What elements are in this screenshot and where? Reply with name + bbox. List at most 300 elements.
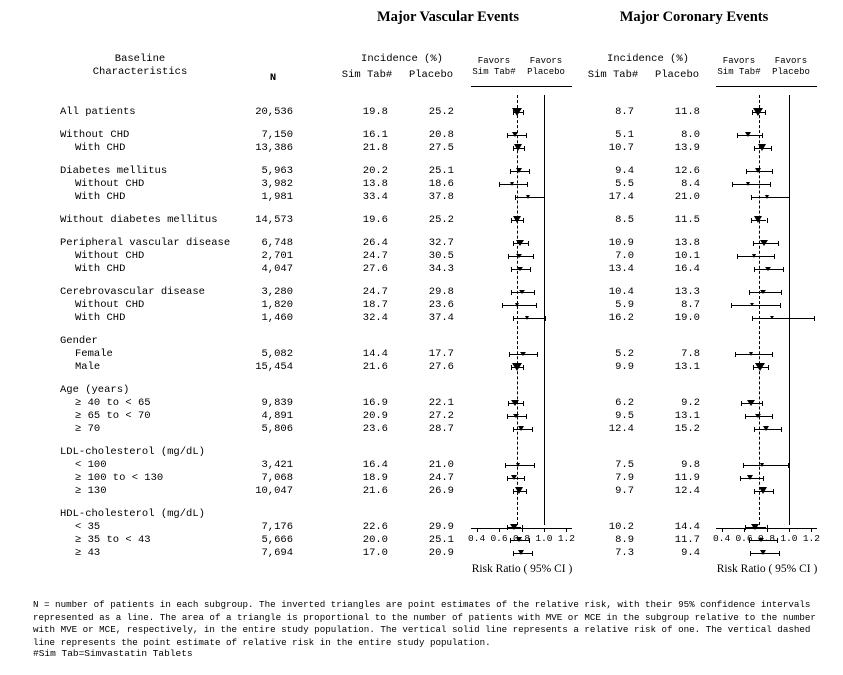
row-mce-sim-incidence: 8.9 <box>615 534 634 546</box>
row-mce-sim-incidence: 13.4 <box>608 263 634 275</box>
row-mve-sim-incidence: 20.2 <box>362 165 388 177</box>
row-mce-placebo-incidence: 21.0 <box>674 191 700 203</box>
axis-tick-label-mve: 1.0 <box>535 533 553 544</box>
ci-cap-mce <box>772 414 773 419</box>
ci-cap-mve <box>513 551 514 556</box>
row-mve-sim-incidence: 17.0 <box>362 547 388 559</box>
ci-cap-mve <box>507 476 508 481</box>
row-mce-sim-incidence: 5.5 <box>615 178 634 190</box>
ci-cap-mve <box>507 414 508 419</box>
row-mce-sim-incidence: 16.2 <box>608 312 634 324</box>
row-label: Gender <box>60 335 98 347</box>
axis-tick-mce <box>789 528 790 532</box>
row-mce-sim-incidence: 17.4 <box>608 191 634 203</box>
row-n: 3,280 <box>261 286 293 298</box>
point-estimate-triangle-mce <box>746 182 750 186</box>
row-mce-sim-incidence: 8.7 <box>615 106 634 118</box>
header-baseline-line2: Characteristics <box>92 66 188 78</box>
row-n: 7,068 <box>261 472 293 484</box>
point-estimate-triangle-mve <box>512 363 522 371</box>
ci-cap-mce <box>771 146 772 151</box>
row-mve-placebo-incidence: 17.7 <box>428 348 454 360</box>
row-mve-sim-incidence: 20.9 <box>362 410 388 422</box>
ci-cap-mve <box>513 427 514 432</box>
row-mve-placebo-incidence: 22.1 <box>428 397 454 409</box>
ci-cap-mve <box>515 195 516 200</box>
row-mce-placebo-incidence: 8.7 <box>681 299 700 311</box>
ci-cap-mve <box>511 267 512 272</box>
row-mve-placebo-incidence: 32.7 <box>428 237 454 249</box>
row-mce-placebo-incidence: 14.4 <box>674 521 700 533</box>
axis-tick-mve <box>566 528 567 532</box>
row-mce-sim-incidence: 5.1 <box>615 129 634 141</box>
ci-cap-mce <box>732 182 733 187</box>
point-estimate-triangle-mve <box>515 487 523 494</box>
point-estimate-triangle-mce <box>759 487 767 494</box>
ci-cap-mce <box>772 169 773 174</box>
row-mce-sim-incidence: 8.5 <box>615 214 634 226</box>
row-mve-placebo-incidence: 28.7 <box>428 423 454 435</box>
row-mce-sim-incidence: 7.0 <box>615 250 634 262</box>
ci-cap-mve <box>513 316 514 321</box>
row-n: 20,536 <box>255 106 293 118</box>
row-n: 4,891 <box>261 410 293 422</box>
row-mve-placebo-incidence: 25.1 <box>428 165 454 177</box>
row-label: With CHD <box>75 191 126 203</box>
confidence-interval-line-mve <box>513 318 546 319</box>
row-mve-sim-incidence: 33.4 <box>362 191 388 203</box>
ci-cap-mce <box>781 290 782 295</box>
ci-cap-mve <box>533 254 534 259</box>
row-mve-placebo-incidence: 37.4 <box>428 312 454 324</box>
ci-cap-mve <box>523 365 524 370</box>
row-mve-sim-incidence: 23.6 <box>362 423 388 435</box>
row-mce-placebo-incidence: 13.9 <box>674 142 700 154</box>
row-mce-placebo-incidence: 10.1 <box>674 250 700 262</box>
point-estimate-triangle-mve <box>516 168 522 173</box>
ci-cap-mce <box>745 414 746 419</box>
ci-cap-mve <box>513 489 514 494</box>
row-mce-placebo-incidence: 8.0 <box>681 129 700 141</box>
ci-cap-mce <box>735 352 736 357</box>
row-mve-placebo-incidence: 20.9 <box>428 547 454 559</box>
point-estimate-triangle-mve <box>520 352 526 356</box>
forest-panel-mve <box>471 95 572 525</box>
row-mce-placebo-incidence: 7.8 <box>681 348 700 360</box>
row-mve-sim-incidence: 20.0 <box>362 534 388 546</box>
header-baseline-line1: Baseline <box>114 53 166 65</box>
favors-placebo-mve <box>520 56 572 78</box>
row-n: 3,421 <box>261 459 293 471</box>
confidence-interval-line-mce <box>752 318 814 319</box>
axis-tick-mve <box>522 528 523 532</box>
row-mve-sim-incidence: 26.4 <box>362 237 388 249</box>
row-mce-placebo-incidence: 13.1 <box>674 361 700 373</box>
point-estimate-triangle-mce <box>753 108 763 116</box>
point-estimate-triangle-mve <box>512 132 518 137</box>
row-label: HDL-cholesterol (mg/dL) <box>60 508 205 520</box>
row-label: < 100 <box>75 459 107 471</box>
confidence-interval-line-mce <box>732 184 770 185</box>
reference-line-dashed-mve <box>517 95 518 525</box>
row-label: Without CHD <box>60 129 130 141</box>
ci-cap-mve <box>534 463 535 468</box>
ci-cap-mve <box>530 267 531 272</box>
row-label: With CHD <box>75 312 126 324</box>
row-label: ≥ 35 to < 43 <box>75 534 151 546</box>
row-label: With CHD <box>75 263 126 275</box>
panel-title-major-vascular-events: Major Vascular Events <box>376 9 520 25</box>
point-estimate-triangle-mce <box>754 216 762 223</box>
reference-line-dashed-mce <box>759 95 760 525</box>
ci-cap-mve <box>524 146 525 151</box>
row-mve-placebo-incidence: 30.5 <box>428 250 454 262</box>
point-estimate-triangle-mve <box>519 290 525 294</box>
header-incidence-mve: Incidence (%) <box>361 53 443 65</box>
row-label: < 35 <box>75 521 101 533</box>
forest-panel-mce <box>716 95 817 525</box>
row-label: ≥ 65 to < 70 <box>75 410 151 422</box>
ci-cap-mce <box>754 427 755 432</box>
row-mve-placebo-incidence: 25.2 <box>428 214 454 226</box>
row-n: 10,047 <box>255 485 293 497</box>
point-estimate-triangle-mve <box>511 475 517 480</box>
row-mve-sim-incidence: 21.8 <box>362 142 388 154</box>
ci-cap-mce <box>768 365 769 370</box>
reference-line-solid-mce <box>789 95 790 525</box>
ci-cap-mve <box>532 427 533 432</box>
row-label: Male <box>75 361 101 373</box>
row-mve-sim-incidence: 24.7 <box>362 286 388 298</box>
confidence-interval-line-mce <box>735 354 772 355</box>
ci-cap-mve <box>510 169 511 174</box>
point-estimate-triangle-mce <box>749 352 753 356</box>
ci-cap-mce <box>754 267 755 272</box>
axis-caption-mce: Risk Ratio ( 95% CI ) <box>716 563 818 575</box>
ci-cap-mce <box>762 133 763 138</box>
row-mve-sim-incidence: 13.8 <box>362 178 388 190</box>
row-n: 14,573 <box>255 214 293 226</box>
confidence-interval-line-mce <box>731 305 780 306</box>
row-mve-sim-incidence: 21.6 <box>362 361 388 373</box>
ci-cap-mce <box>746 169 747 174</box>
ci-cap-mve <box>528 241 529 246</box>
ci-cap-mve <box>536 303 537 308</box>
ci-cap-mve <box>513 241 514 246</box>
row-mce-placebo-incidence: 12.4 <box>674 485 700 497</box>
favors-line1: Favors <box>477 56 511 66</box>
header-rule-mce <box>716 86 817 87</box>
row-mve-sim-incidence: 19.8 <box>362 106 388 118</box>
ci-cap-mve <box>537 352 538 357</box>
row-mve-placebo-incidence: 34.3 <box>428 263 454 275</box>
row-mve-placebo-incidence: 25.2 <box>428 106 454 118</box>
point-estimate-triangle-mce <box>755 168 761 173</box>
row-mve-placebo-incidence: 26.9 <box>428 485 454 497</box>
ci-cap-mve <box>523 110 524 115</box>
ci-cap-mce <box>788 463 789 468</box>
row-mve-placebo-incidence: 29.9 <box>428 521 454 533</box>
row-mve-placebo-incidence: 25.1 <box>428 534 454 546</box>
row-label: Without CHD <box>75 250 145 262</box>
favors-line2: Placebo <box>527 67 565 77</box>
confidence-interval-line-mce <box>751 197 789 198</box>
row-mce-placebo-incidence: 12.6 <box>674 165 700 177</box>
row-label: ≥ 130 <box>75 485 107 497</box>
point-estimate-triangle-mce <box>747 475 753 480</box>
row-mce-placebo-incidence: 19.0 <box>674 312 700 324</box>
point-estimate-triangle-mce <box>745 132 751 137</box>
row-n: 6,748 <box>261 237 293 249</box>
ci-cap-mce <box>763 476 764 481</box>
row-mce-sim-incidence: 9.9 <box>615 361 634 373</box>
point-estimate-triangle-mve <box>516 254 522 258</box>
row-mve-sim-incidence: 24.7 <box>362 250 388 262</box>
ci-cap-mce <box>773 489 774 494</box>
point-estimate-triangle-mve <box>518 426 524 431</box>
ci-cap-mve <box>534 290 535 295</box>
ci-cap-mce <box>740 476 741 481</box>
row-label: Diabetes mellitus <box>60 165 168 177</box>
ci-cap-mce <box>780 303 781 308</box>
point-estimate-triangle-mve <box>516 463 520 467</box>
ci-cap-mce <box>814 316 815 321</box>
axis-tick-label-mce: 1.0 <box>780 533 798 544</box>
ci-cap-mve <box>508 254 509 259</box>
ci-cap-mve <box>524 476 525 481</box>
point-estimate-triangle-mve <box>513 414 519 418</box>
point-estimate-triangle-mve <box>525 316 529 320</box>
axis-tick-mve <box>499 528 500 532</box>
row-n: 1,820 <box>261 299 293 311</box>
row-n: 1,460 <box>261 312 293 324</box>
ci-cap-mce <box>754 489 755 494</box>
header-n: N <box>269 72 277 84</box>
row-mve-placebo-incidence: 18.6 <box>428 178 454 190</box>
favors-sim-tab-mve <box>468 56 520 78</box>
point-estimate-triangle-mce <box>760 240 768 246</box>
panel-title-major-coronary-events: Major Coronary Events <box>619 9 769 25</box>
row-n: 1,981 <box>261 191 293 203</box>
row-n: 5,082 <box>261 348 293 360</box>
row-mve-placebo-incidence: 37.8 <box>428 191 454 203</box>
row-label: Cerebrovascular disease <box>60 286 205 298</box>
row-n: 5,806 <box>261 423 293 435</box>
ci-cap-mce <box>743 463 744 468</box>
row-mce-placebo-incidence: 8.4 <box>681 178 700 190</box>
favors-line2: Placebo <box>772 67 810 77</box>
row-mve-sim-incidence: 16.4 <box>362 459 388 471</box>
ci-cap-mce <box>783 267 784 272</box>
ci-cap-mce <box>753 241 754 246</box>
reference-line-solid-mve <box>544 95 545 525</box>
row-mve-sim-incidence: 27.6 <box>362 263 388 275</box>
row-mve-placebo-incidence: 27.5 <box>428 142 454 154</box>
row-mve-sim-incidence: 18.7 <box>362 299 388 311</box>
axis-tick-label-mve: 0.6 <box>490 533 508 544</box>
point-estimate-triangle-mve <box>515 303 519 307</box>
favors-sim-tab-mce <box>713 56 765 78</box>
figure-footnote-abbrev: #Sim Tab=Simvastatin Tablets <box>33 648 193 659</box>
ci-cap-mve <box>509 352 510 357</box>
ci-cap-mve <box>508 401 509 406</box>
ci-cap-mce <box>751 195 752 200</box>
row-mce-sim-incidence: 10.9 <box>608 237 634 249</box>
row-label: Without CHD <box>75 178 145 190</box>
row-mve-sim-incidence: 14.4 <box>362 348 388 360</box>
point-estimate-triangle-mce <box>750 303 754 306</box>
row-mve-placebo-incidence: 27.6 <box>428 361 454 373</box>
row-mve-placebo-incidence: 20.8 <box>428 129 454 141</box>
point-estimate-triangle-mve <box>517 267 523 271</box>
row-mve-placebo-incidence: 24.7 <box>428 472 454 484</box>
row-label: Without CHD <box>75 299 145 311</box>
row-label: All patients <box>60 106 136 118</box>
ci-cap-mce <box>741 401 742 406</box>
point-estimate-triangle-mce <box>760 290 766 294</box>
row-mce-sim-incidence: 7.9 <box>615 472 634 484</box>
axis-tick-mve <box>544 528 545 532</box>
header-rule-mve <box>471 86 572 87</box>
ci-cap-mce <box>781 427 782 432</box>
point-estimate-triangle-mve <box>511 400 519 406</box>
ci-cap-mce <box>770 182 771 187</box>
table-row <box>0 547 843 560</box>
row-n: 2,701 <box>261 250 293 262</box>
header-placebo-mve: Placebo <box>408 69 454 81</box>
favors-placebo-mce <box>765 56 817 78</box>
row-label: ≥ 40 to < 65 <box>75 397 151 409</box>
ci-cap-mve <box>526 133 527 138</box>
ci-cap-mve <box>511 290 512 295</box>
row-label: Female <box>75 348 113 360</box>
row-n: 15,454 <box>255 361 293 373</box>
row-mve-placebo-incidence: 21.0 <box>428 459 454 471</box>
row-n: 3,982 <box>261 178 293 190</box>
ci-cap-mve <box>527 182 528 187</box>
header-placebo-mce: Placebo <box>654 69 700 81</box>
ci-cap-mve <box>529 169 530 174</box>
ci-cap-mce <box>750 551 751 556</box>
axis-tick-mce <box>722 528 723 532</box>
row-mce-sim-incidence: 9.5 <box>615 410 634 422</box>
row-n: 4,047 <box>261 263 293 275</box>
confidence-interval-line-mce <box>743 465 788 466</box>
axis-tick-label-mce: 1.2 <box>802 533 820 544</box>
row-label: Without diabetes mellitus <box>60 214 218 226</box>
row-n: 7,150 <box>261 129 293 141</box>
row-mce-placebo-incidence: 13.1 <box>674 410 700 422</box>
axis-tick-mve <box>477 528 478 532</box>
row-mce-sim-incidence: 5.2 <box>615 348 634 360</box>
row-mve-sim-incidence: 21.6 <box>362 485 388 497</box>
row-mce-sim-incidence: 12.4 <box>608 423 634 435</box>
ci-cap-mce <box>751 218 752 223</box>
row-mce-placebo-incidence: 9.8 <box>681 459 700 471</box>
row-mce-sim-incidence: 6.2 <box>615 397 634 409</box>
point-estimate-triangle-mce <box>747 400 755 406</box>
figure-footnote: N = number of patients in each subgroup. The inverted triangles are point estimates of the relative risk, with their 95% confidence intervals represented as a line. The area of a triangle is proportional to the number of patients with MVE or MCE in the subgroup relative to the number with MVE or MCE, respectively, in the entire study population. The vertical solid line represents a relative risk of one. The vertical dashed line represents the point estimate of relative risk in the entire study population. <box>33 599 816 648</box>
axis-tick-label-mce: 0.8 <box>757 533 776 544</box>
row-mve-sim-incidence: 32.4 <box>362 312 388 324</box>
ci-cap-mve <box>545 316 546 321</box>
point-estimate-triangle-mve <box>518 550 524 555</box>
row-n: 9,839 <box>261 397 293 409</box>
ci-cap-mce <box>778 241 779 246</box>
axis-caption-mve: Risk Ratio ( 95% CI ) <box>471 563 573 575</box>
row-n: 7,176 <box>261 521 293 533</box>
ci-cap-mce <box>754 146 755 151</box>
row-mce-sim-incidence: 10.7 <box>608 142 634 154</box>
point-estimate-triangle-mce <box>755 363 765 371</box>
row-n: 5,666 <box>261 534 293 546</box>
header-sim-tab-mve: Sim Tab# <box>341 69 393 81</box>
row-mce-placebo-incidence: 15.2 <box>674 423 700 435</box>
ci-cap-mce <box>765 110 766 115</box>
row-mce-placebo-incidence: 11.5 <box>674 214 700 226</box>
row-mve-sim-incidence: 19.6 <box>362 214 388 226</box>
confidence-interval-line-mce <box>737 256 774 257</box>
row-mve-placebo-incidence: 29.8 <box>428 286 454 298</box>
favors-line1: Favors <box>529 56 563 66</box>
axis-tick-label-mve: 1.2 <box>557 533 575 544</box>
point-estimate-triangle-mve <box>514 144 522 151</box>
axis-tick-label-mve: 0.4 <box>468 533 486 544</box>
favors-line1: Favors <box>722 56 756 66</box>
ci-cap-mve <box>532 551 533 556</box>
ci-cap-mce <box>737 254 738 259</box>
ci-cap-mce <box>762 401 763 406</box>
ci-cap-mve <box>505 463 506 468</box>
point-estimate-triangle-mce <box>770 316 774 319</box>
axis-tick-label-mce: 0.4 <box>713 533 731 544</box>
axis-tick-label-mce: 0.6 <box>735 533 753 544</box>
row-label: With CHD <box>75 142 126 154</box>
row-mce-sim-incidence: 10.4 <box>608 286 634 298</box>
ci-cap-mve <box>523 218 524 223</box>
row-mce-placebo-incidence: 9.2 <box>681 397 700 409</box>
ci-cap-mve <box>544 195 545 200</box>
row-n: 13,386 <box>255 142 293 154</box>
row-mce-sim-incidence: 9.7 <box>615 485 634 497</box>
row-label: LDL-cholesterol (mg/dL) <box>60 446 205 458</box>
row-label: Age (years) <box>60 384 130 396</box>
ci-cap-mce <box>752 316 753 321</box>
favors-line2: Sim Tab# <box>472 67 516 77</box>
ci-cap-mve <box>507 133 508 138</box>
row-mce-sim-incidence: 9.4 <box>615 165 634 177</box>
header-sim-tab-mce: Sim Tab# <box>587 69 639 81</box>
row-mce-placebo-incidence: 11.9 <box>674 472 700 484</box>
ci-cap-mce <box>737 133 738 138</box>
ci-cap-mce <box>789 195 790 200</box>
ci-cap-mce <box>767 218 768 223</box>
ci-cap-mce <box>779 551 780 556</box>
row-mce-sim-incidence: 10.2 <box>608 521 634 533</box>
row-label: ≥ 70 <box>75 423 101 435</box>
axis-tick-label-mve: 0.8 <box>512 533 531 544</box>
favors-line2: Sim Tab# <box>717 67 761 77</box>
row-mce-placebo-incidence: 16.4 <box>674 263 700 275</box>
point-estimate-triangle-mve <box>526 195 530 199</box>
row-mve-sim-incidence: 16.9 <box>362 397 388 409</box>
point-estimate-triangle-mce <box>765 195 769 199</box>
point-estimate-triangle-mce <box>763 426 769 431</box>
row-mce-sim-incidence: 7.5 <box>615 459 634 471</box>
row-mce-sim-incidence: 5.9 <box>615 299 634 311</box>
point-estimate-triangle-mve <box>516 240 524 246</box>
point-estimate-triangle-mce <box>752 254 756 258</box>
